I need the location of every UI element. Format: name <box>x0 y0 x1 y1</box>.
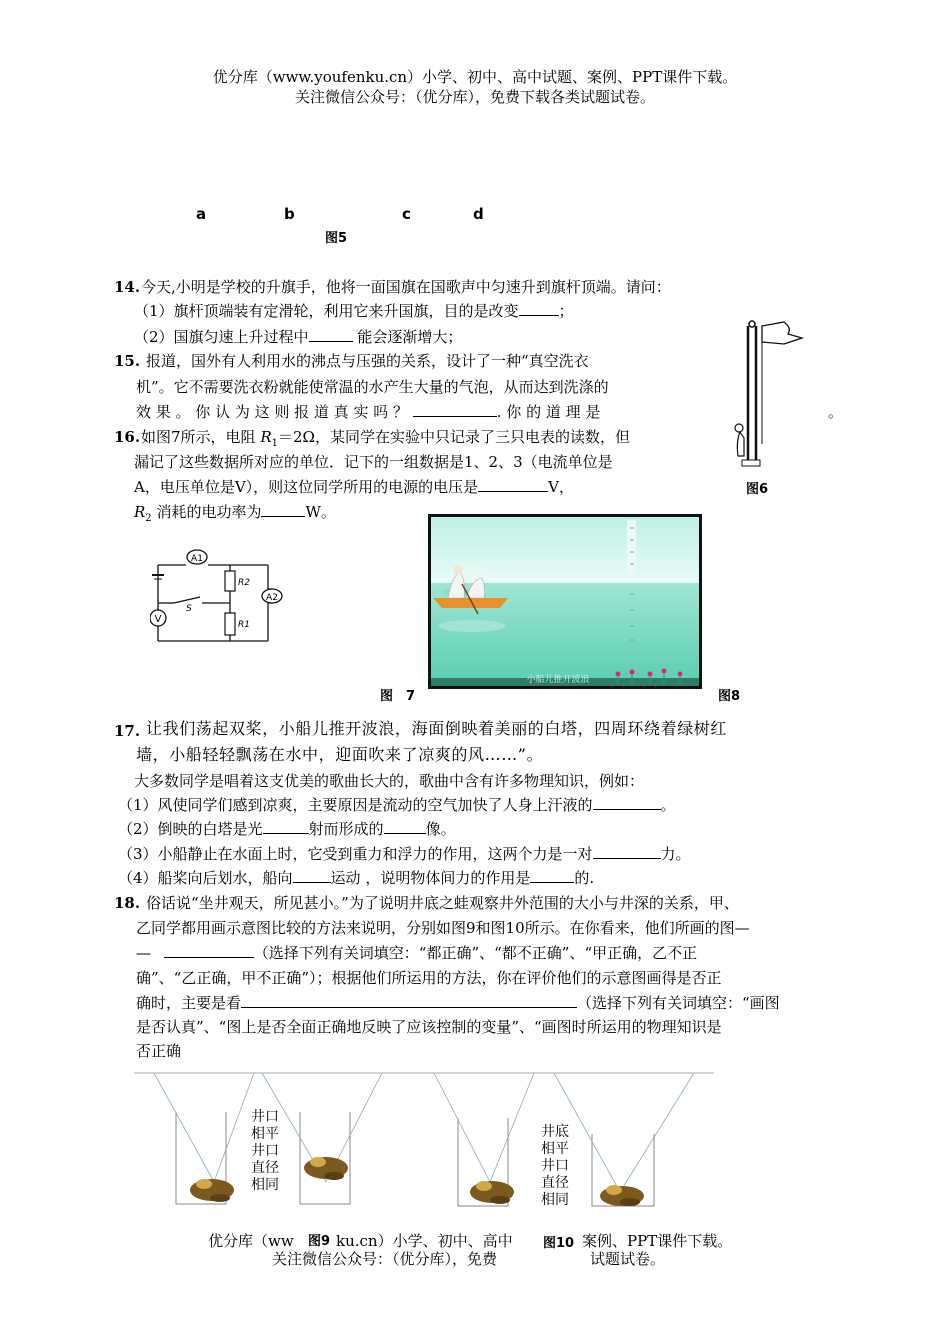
q15-blank-1[interactable] <box>413 401 497 417</box>
q17-part3b: 力。 <box>660 845 691 863</box>
fig6-flagpole-drawing <box>722 314 812 469</box>
q14-part2-end: 能会逐渐增大； <box>352 328 463 346</box>
q16-line-1b: ＝2Ω，某同学在实验中只记录了三只电表的读数，但 <box>277 428 630 446</box>
q16-blank-1[interactable] <box>478 476 548 492</box>
q16-line-4b: W。 <box>305 503 336 521</box>
q18-number: 18. <box>114 894 141 912</box>
q17-line-1: 让我们荡起双桨，小船儿推开波浪，海面倒映着美丽的白塔，四周环绕着绿树红 <box>146 719 728 738</box>
fig10-annotation <box>541 1124 569 1209</box>
q17-part2a: （2）倒映的白塔是光 <box>118 820 263 838</box>
q17-part2b: 射而形成的 <box>308 820 384 838</box>
q14-part2-text: （2）国旗匀速上升过程中 <box>134 328 309 346</box>
q18-blank-1[interactable] <box>164 942 254 958</box>
q16-blank-2[interactable] <box>261 501 305 517</box>
resistor-r1-icon <box>225 613 235 635</box>
q15-line-1: 报道，国外有人利用水的沸点与压强的关系，设计了一种“真空洗衣 <box>146 352 589 370</box>
white-tower-icon <box>627 520 636 578</box>
q18-line-5a: 确时，主要是看 <box>136 994 242 1012</box>
fig5-caption: 图5 <box>325 231 348 246</box>
fig7-caption: 图 7 <box>380 689 416 704</box>
q15-line-3b: . 你 的 道 理 是 <box>496 403 601 421</box>
q17-blank-1[interactable] <box>593 794 661 810</box>
q14-part1 <box>134 300 574 322</box>
q17-line-3: 大多数同学是唱着这支优美的歌曲长大的，歌曲中含有许多物理知识，例如： <box>134 772 645 790</box>
q16-line-1a: 如图7所示，电阻 <box>141 428 261 446</box>
person-icon <box>737 432 744 456</box>
q17-blank-4[interactable] <box>593 843 661 859</box>
footer-line-1b: ku.cn）小学、初中、高中 <box>336 1232 513 1250</box>
pulley-icon <box>749 321 755 327</box>
q14-stem: 今天,小明是学校的升旗手，他将一面国旗在国歌声中匀速升到旗杆顶端。请问： <box>141 278 671 296</box>
q17-blank-6[interactable] <box>530 867 574 883</box>
q14-blank-1[interactable] <box>519 300 559 316</box>
q16-line-3a: A，电压单位是V），则这位同学所用的电源的电压是 <box>134 478 479 496</box>
fig10-frog-right-icon <box>600 1185 644 1206</box>
q15-line-2: 机”。它不需要洗衣粉就能使常温的水产生大量的气泡，从而达到洗涤的 <box>136 378 609 396</box>
fig10-annotation-line-1: 井底 <box>541 1124 569 1140</box>
q18-line-2: 乙同学都用画示意图比较的方法来说明，分别如图9和图10所示。在你看来，他们所画的图— <box>136 919 750 937</box>
q17-blank-3[interactable] <box>384 818 426 834</box>
q14-part2 <box>134 326 462 348</box>
fig9-frog-left-icon <box>190 1179 234 1202</box>
q18-blank-2[interactable] <box>241 992 577 1008</box>
q15-line-3a: 效 果 。 你 认 为 这 则 报 道 真 实 吗 ？ <box>136 403 413 421</box>
q17-part3a: （3）小船静止在水面上时，它受到重力和浮力的作用，这两个力是一对 <box>118 845 593 863</box>
fig9-annotation <box>251 1109 279 1194</box>
q14-blank-2[interactable] <box>309 326 353 342</box>
fig10-annotation-line-4: 直径 <box>541 1175 569 1191</box>
fig9-annotation-line-2: 相平 <box>251 1126 279 1142</box>
q17-part1b: 。 <box>660 796 676 814</box>
q17-part2c: 像。 <box>425 820 456 838</box>
fig10-caption: 图10 <box>541 1233 576 1255</box>
fig5-label-a: a <box>196 205 207 223</box>
q18-line-5 <box>136 992 780 1014</box>
q18-line-3 <box>136 942 697 964</box>
q17-blank-2[interactable] <box>263 818 309 834</box>
fig9-fig10-wells-drawing <box>134 1070 716 1212</box>
fig7-label-v: V <box>154 614 162 625</box>
q18-line-3a: — <box>136 944 156 962</box>
fig8-caption: 图8 <box>718 689 741 704</box>
fig7-circuit-diagram <box>150 545 290 647</box>
footer-line-1c: 案例、PPT课件下载。 <box>582 1232 733 1250</box>
q16-line-4a: 消耗的电功率为 <box>151 503 262 521</box>
fig9-annotation-line-5: 相同 <box>251 1177 279 1193</box>
q18-line-7: 否正确 <box>136 1042 182 1060</box>
fig10-annotation-line-5: 相同 <box>541 1192 569 1208</box>
q18-line-5b: （选择下列有关词填空：“画图 <box>577 994 780 1012</box>
q18-line-4: 确”、“乙正确，甲不正确”）；根据他们所运用的方法，你在评价他们的示意图画得是否正 <box>136 969 722 987</box>
fig5-label-b: b <box>284 205 295 223</box>
q17-part4a: （4）船桨向后划水，船向 <box>118 869 293 887</box>
q15-line-3-end: 。 <box>828 403 844 421</box>
q17-blank-5[interactable] <box>293 867 331 883</box>
fig10-frog-left-icon <box>470 1181 514 1204</box>
q18-line-1: 俗话说“坐井观天，所见甚小。”为了说明井底之蛙观察井外范围的大小与井深的关系，甲、 <box>146 894 739 912</box>
q16-number: 16. <box>114 428 141 446</box>
fig7-label-a2: A2 <box>266 593 278 603</box>
q17-part4b: 运动 ，说明物体间力的作用是 <box>330 869 531 887</box>
q17-part4 <box>118 867 594 889</box>
fig10-annotation-line-3: 井口 <box>541 1158 569 1174</box>
q18-line-3b: （选择下列有关词填空：“都正确”、“都不正确”、“甲正确，乙不正 <box>253 944 698 962</box>
fig5-label-d: d <box>473 205 484 223</box>
footer-line-2b: 试题试卷。 <box>590 1250 666 1268</box>
footer-line-2a: 关注微信公众号：（优分库），免费 <box>272 1250 498 1268</box>
q17-part3 <box>118 843 691 865</box>
fig9-frog-right-icon <box>304 1157 348 1180</box>
resistor-r2-icon <box>225 571 235 591</box>
q16-line-2: 漏记了这些数据所对应的单位．记下的一组数据是1、2、3（电流单位是 <box>134 453 613 471</box>
fig10-annotation-line-2: 相平 <box>541 1141 569 1157</box>
q17-line-2: 墙，小船轻轻飘荡在水中，迎面吹来了凉爽的风……”。 <box>136 745 544 764</box>
fig8-boat-scene <box>428 514 702 689</box>
q15-line-3 <box>136 401 600 423</box>
fig8-banner-text: 小船儿推开波浪 <box>526 675 590 685</box>
q14-part1-end: ； <box>558 302 574 320</box>
q16-r1-sub: 1 <box>271 438 278 449</box>
q16-line-4 <box>134 501 336 530</box>
q16-r2-sub: 2 <box>145 513 152 524</box>
q17-part4c: 的. <box>574 869 595 887</box>
fig7-label-a1: A1 <box>191 554 203 564</box>
q16-line-3b: V， <box>548 478 575 496</box>
fig6-caption: 图6 <box>746 482 769 497</box>
q17-part1 <box>118 794 676 816</box>
fig7-label-r2: R2 <box>238 578 250 588</box>
fig5-label-c: c <box>402 205 411 223</box>
fig9-annotation-line-3: 井口 <box>251 1143 279 1159</box>
q15-number: 15. <box>114 352 141 370</box>
q16-r2-symbol: R <box>134 503 146 521</box>
fig7-label-s: S <box>186 604 192 614</box>
footer-line-1a: 优分库（ww <box>208 1232 294 1250</box>
fig9-annotation-line-1: 井口 <box>251 1109 279 1125</box>
q18-line-6: 是否认真”、“图上是否全面正确地反映了应该控制的变量”、“画图时所运用的物理知识是 <box>136 1018 722 1036</box>
flag-icon <box>762 322 802 344</box>
q17-number: 17. <box>114 722 141 740</box>
fig7-label-r1: R1 <box>238 620 250 630</box>
q14-part1-text: （1）旗杆顶端装有定滑轮，利用它来升国旗，目的是改变 <box>134 302 519 320</box>
fig9-caption: 图9 <box>306 1231 332 1253</box>
q17-part2 <box>118 818 456 840</box>
header-line-2: 关注微信公众号：（优分库），免费下载各类试题试卷。 <box>294 88 655 106</box>
header-line-1: 优分库（www.youfenku.cn）小学、初中、高中试题、案例、PPT课件下载。 <box>212 68 738 86</box>
fig9-annotation-line-4: 直径 <box>251 1160 279 1176</box>
q16-line-3 <box>134 476 574 498</box>
q16-r1-symbol: R <box>260 428 272 446</box>
q17-part1a: （1）风使同学们感到凉爽，主要原因是流动的空气加快了人身上汗液的 <box>118 796 593 814</box>
q14-number: 14. <box>114 278 141 296</box>
